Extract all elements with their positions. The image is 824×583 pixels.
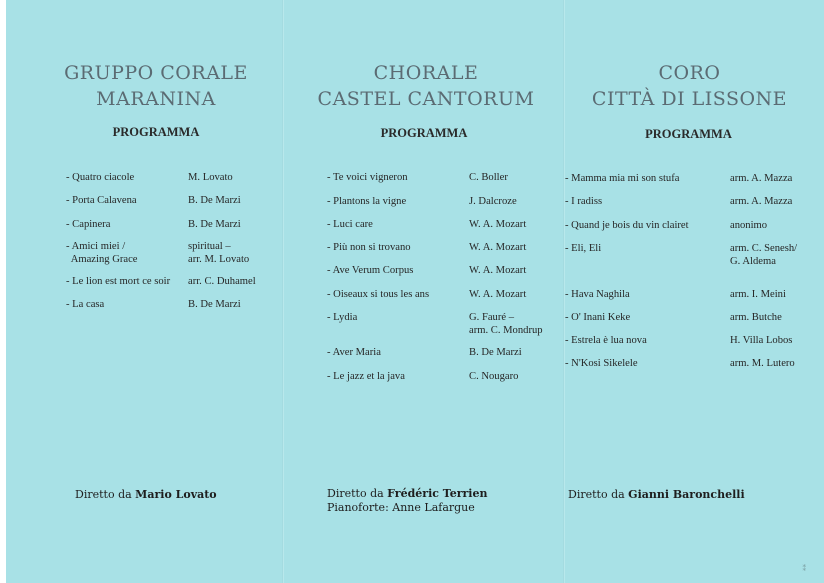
choir-title [18, 60, 294, 112]
song-title [565, 172, 679, 185]
song-composer-line: arr. M. Lovato [188, 254, 250, 265]
song-title-line: - Le lion est mort ce soir [66, 276, 171, 287]
song-composer [469, 264, 526, 277]
song-composer-line: B. De Marzi [188, 219, 241, 230]
song-composer-line: arm. A. Mazza [730, 196, 793, 207]
song-title [327, 195, 406, 208]
song-title-line: - Eli, Eli [565, 243, 602, 254]
song-title [66, 171, 134, 184]
song-title-line: - I radiss [565, 196, 603, 207]
song-title [565, 288, 630, 301]
song-composer [469, 370, 518, 383]
title-line-1: CORO [658, 62, 721, 84]
song-composer [469, 218, 526, 231]
song-composer-line: G. Aldema [730, 256, 776, 267]
song-title [327, 241, 411, 254]
director-prefix: Diretto da [75, 488, 132, 501]
song-title-line: - O' Inani Keke [565, 312, 631, 323]
song-title [565, 242, 601, 255]
song-title [327, 171, 408, 184]
song-title-line: - Te voici vigneron [327, 172, 408, 183]
song-composer-line: arr. C. Duhamel [188, 276, 256, 287]
song-composer [730, 219, 767, 232]
director-prefix: Diretto da [327, 487, 384, 500]
song-composer [188, 240, 249, 266]
song-composer [469, 288, 526, 301]
program-leaflet [6, 0, 824, 583]
director-line [75, 488, 217, 502]
title-line-2: CASTEL CANTORUM [317, 88, 535, 110]
song-composer [730, 311, 782, 324]
song-title [327, 311, 357, 324]
song-title-line: - Hava Naghila [565, 289, 630, 300]
song-composer-line: arm. M. Lutero [730, 358, 795, 369]
choir-title [560, 60, 819, 112]
song-title-line: - Oiseaux si tous les ans [327, 289, 430, 300]
song-composer [469, 171, 508, 184]
song-title-line: - Estrela è lua nova [565, 335, 647, 346]
song-title [565, 195, 602, 208]
panel-coro-lissone [565, 0, 824, 583]
song-title [66, 194, 137, 207]
song-title [327, 346, 381, 359]
song-title-line: - Luci care [327, 219, 373, 230]
song-composer [469, 241, 526, 254]
song-composer [469, 311, 543, 337]
title-line-1: CHORALE [373, 62, 479, 84]
song-composer [188, 298, 241, 311]
song-composer-line: arm. Butche [730, 312, 782, 323]
song-composer-line: M. Lovato [188, 172, 233, 183]
director-name: Frédéric Terrien [387, 487, 488, 500]
song-title-line: - Porta Calavena [66, 195, 137, 206]
song-title [327, 288, 429, 301]
song-title-line: - Lydia [327, 312, 358, 323]
director-line [568, 488, 745, 502]
title-line-1: GRUPPO CORALE [64, 62, 248, 84]
song-title [66, 298, 104, 311]
song-composer [730, 334, 792, 347]
song-title-line: - Amici miei / [66, 241, 126, 252]
song-title-line: - La casa [66, 299, 105, 310]
song-composer [469, 195, 517, 208]
song-title-line: - Più non si trovano [327, 242, 411, 253]
programma-heading: PROGRAMMA [380, 126, 468, 140]
pianist-line: Pianoforte: Anne Lafargue [327, 501, 475, 514]
choir-title [286, 60, 566, 112]
song-composer [188, 218, 241, 231]
song-composer [730, 172, 792, 185]
song-composer-line: C. Boller [469, 172, 508, 183]
song-composer-line: J. Dalcroze [469, 196, 517, 207]
song-composer-line: B. De Marzi [188, 299, 241, 310]
song-composer [730, 288, 786, 301]
song-title [66, 275, 170, 288]
song-title [565, 219, 689, 232]
song-title [565, 311, 630, 324]
song-composer [730, 242, 797, 268]
song-title-line: - Ave Verum Corpus [327, 265, 414, 276]
song-composer-line: arm. C. Senesh/ [730, 243, 798, 254]
song-composer-line: B. De Marzi [469, 347, 522, 358]
song-composer [188, 275, 256, 288]
programma-heading: PROGRAMMA [645, 127, 732, 141]
song-composer-line: B. De Marzi [188, 195, 241, 206]
song-composer [730, 357, 795, 370]
song-composer-line: G. Fauré – [469, 312, 515, 323]
song-composer-line: C. Nougaro [469, 371, 519, 382]
song-composer-line: W. A. Mozart [469, 219, 527, 230]
song-title-line: - N'Kosi Sikelele [565, 358, 638, 369]
corner-mark: ⁑ [802, 565, 806, 573]
song-composer-line: arm. C. Mondrup [469, 325, 543, 336]
song-composer-line: W. A. Mozart [469, 289, 527, 300]
song-title-line: - Quatro ciacole [66, 172, 135, 183]
song-title-line: - Mamma mia mi son stufa [565, 173, 680, 184]
director-name: Mario Lovato [135, 488, 217, 501]
song-title-line: - Plantons la vigne [327, 196, 407, 207]
song-composer [188, 171, 233, 184]
title-line-2: CITTÀ DI LISSONE [591, 88, 788, 110]
song-composer-line: W. A. Mozart [469, 242, 527, 253]
song-title [66, 240, 137, 266]
song-title [565, 357, 638, 370]
song-title-line: - Le jazz et la java [327, 371, 405, 382]
song-title-line: - Aver Maria [327, 347, 381, 358]
song-composer-line: H. Villa Lobos [730, 335, 793, 346]
song-composer-line: anonimo [730, 220, 768, 231]
song-composer-line: spiritual – [188, 241, 231, 252]
song-title [565, 334, 647, 347]
song-title-line: - Capinera [66, 219, 111, 230]
song-composer-line: arm. A. Mazza [730, 173, 793, 184]
song-title [327, 370, 405, 383]
title-line-2: MARANINA [96, 88, 216, 110]
song-composer [469, 346, 522, 359]
director-line [327, 487, 487, 515]
programma-heading: PROGRAMMA [112, 125, 200, 139]
song-title [327, 264, 413, 277]
director-prefix: Diretto da [568, 488, 625, 501]
panel-castel-cantorum [284, 0, 564, 583]
song-composer [730, 195, 792, 208]
song-composer [188, 194, 241, 207]
song-title-line: Amazing Grace [66, 254, 138, 265]
song-composer-line: W. A. Mozart [469, 265, 527, 276]
panel-maranina [6, 0, 282, 583]
director-name: Gianni Baronchelli [628, 488, 745, 501]
song-title-line: - Quand je bois du vin clairet [565, 220, 689, 231]
song-title [327, 218, 373, 231]
song-composer-line: arm. I. Meini [730, 289, 786, 300]
song-title [66, 218, 110, 231]
